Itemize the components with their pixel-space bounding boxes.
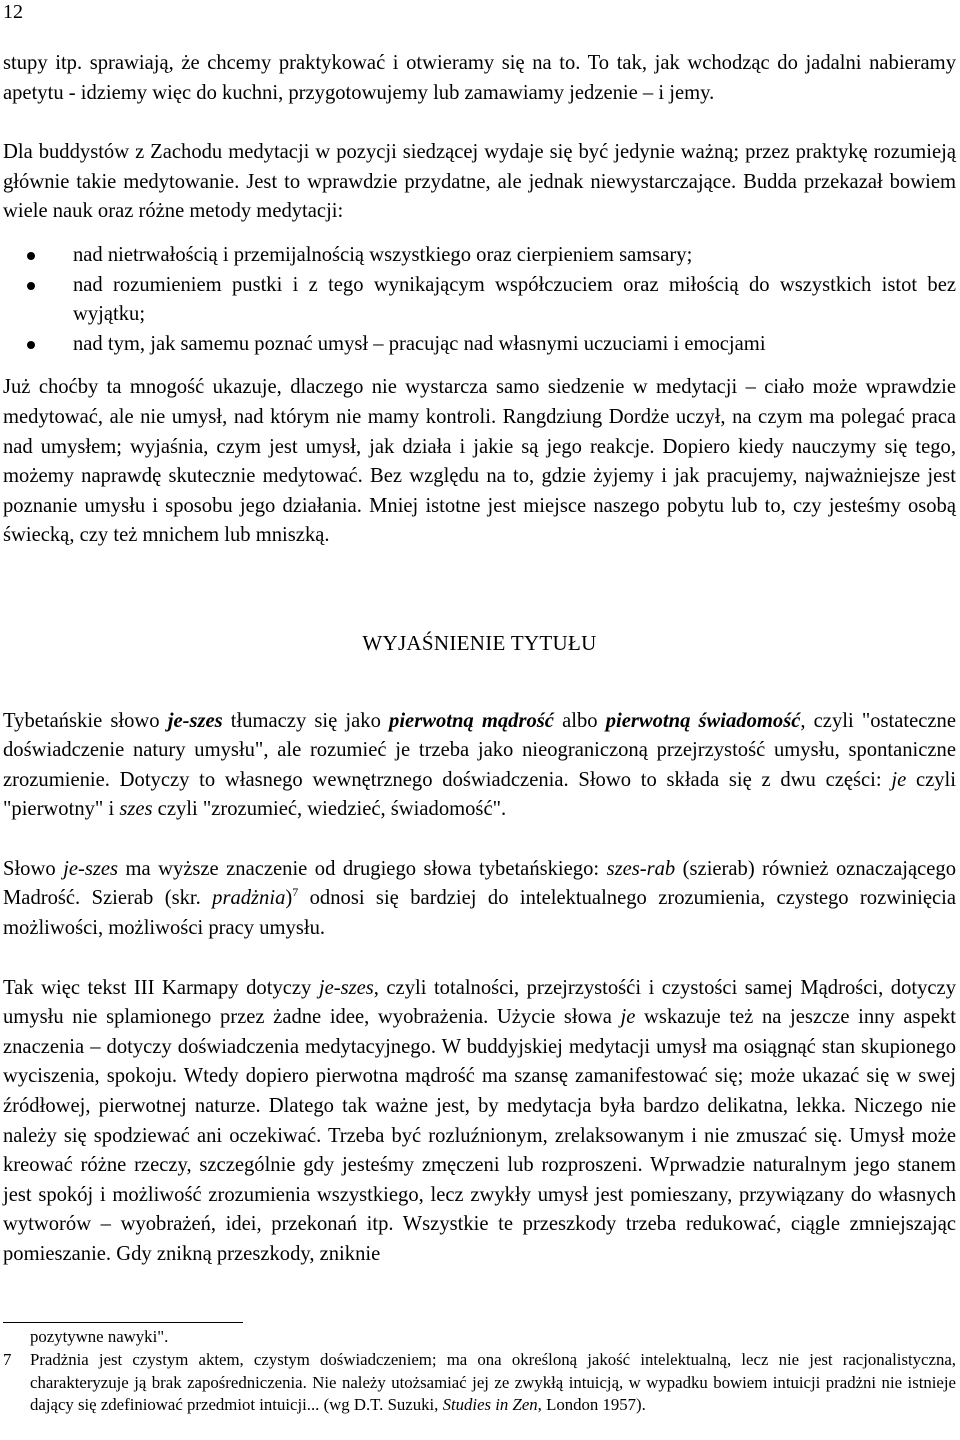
text-run: odnosi się bardziej do intelektualnego zrozumienia, czystego rozwinięcia możliwości, możliwości pracy umysłu. — [3, 887, 956, 940]
text-run: czyli "zrozumieć, wiedzieć, świadomość". — [152, 798, 507, 821]
term-italic: je — [891, 768, 907, 791]
paragraph-intro-1: stupy itp. sprawiają, że chcemy praktykować i otwieramy się na to. To tak, jak wchodząc do jadalni nabieramy apetytu - idziemy więc do kuchni, przygotowujemy lub zamawiamy jedzenie – i jemy. — [3, 52, 956, 104]
main-text — [3, 49, 956, 1270]
term-bold-italic: pierwotną mądrość — [389, 709, 554, 732]
term-italic: je — [620, 1006, 636, 1029]
footnote-separator — [3, 1322, 243, 1323]
text-run: Pradżnia jest czystym aktem, czystym doświadczeniem; ma ona określoną jakość intelektualną, lecz nie jest racjonalistyczna, charakteryzuje ją brak zapośredniczenia. Nie należy utożsamiać jej ze zwykłą intuicją, w wypadku bowiem intuicji pradżni nie istnieje dający się zdefiniować przedmiot intuicji... (wg D.T. Suzuki, — [30, 1349, 956, 1415]
paragraph-section-2 — [3, 855, 956, 944]
text-run: , London 1957). — [537, 1395, 646, 1415]
term-italic: je-szes — [63, 857, 119, 880]
list-item: nad tym, jak samemu poznać umysł – pracując nad własnymi uczuciami i emocjami — [3, 330, 956, 360]
footnote-number: 7 — [3, 1349, 12, 1369]
text-run: tłumaczy się jako — [222, 709, 390, 732]
text-run: , czyli totalności, przejrzystośći i czystości samej Mądrości, dotyczy umysłu nie splamionego przez żadne idee, wyobrażenia. Użycie słowa — [3, 976, 956, 1029]
paragraph-intro-3: Już choćby ta mnogość ukazuje, dlaczego nie wystarcza samo siedzenie w medytacji – ciało może wprawdzie medytować, ale nie umysł, nad którym nie mamy kontroli. Rangdziung Dordże uczył, na czym ma polegać praca nad umysłem; wyjaśnia, czym jest umysł, jak działa i jakie są jego reakcje. Dopiero kiedy nauczymy się tego, możemy naprawdę skutecznie medytować. Bez względu na to, gdzie żyjemy i jak pracujemy, najważniejsze jest poznanie umysłu i sposobu jego działania. Mniej istotne jest miejsce naszego pobytu lub to, czy jesteśmy osobą świecką, czy też mnichem lub mniszką. — [3, 376, 956, 547]
text-run: Słowo — [3, 857, 64, 880]
text-run: albo — [553, 709, 606, 732]
text-run: , czyli "ostateczne doświadczenie natury umysłu", ale rozumieć je trzeba jako nieograniczoną przejrzystość umysłu, spontaniczne zrozumienie. Dotyczy to własnego wewnętrznego doświadczenia. Słowo to składa się z dwu części: — [3, 709, 956, 791]
footnote-7 — [3, 1349, 956, 1417]
term-bold-italic: je-szes — [167, 709, 223, 732]
footnote-reference[interactable]: 7 — [292, 885, 299, 900]
paragraph-section-1 — [3, 707, 956, 825]
meditation-methods-list — [3, 241, 956, 359]
term-italic: szes-rab — [606, 857, 676, 880]
paragraph-section-3 — [3, 974, 956, 1270]
term-bold-italic: pierwotną świadomość — [605, 709, 801, 732]
text-run: Tak więc tekst III Karmapy dotyczy — [3, 976, 319, 999]
text-run: Tybetańskie słowo — [3, 709, 168, 732]
text-run: wskazuje też na jeszcze inny aspekt znaczenia – dotyczy doświadczenia medytacyjnego. W buddyjskiej medytacji umysł ma osiągnąć stan skupionego wyciszenia, spokoju. Wtedy dopiero pierwotna mądrość ma szansę zamanifestować się; może ukazać się w swej źródłowej, pierwotnej naturze. Dlatego tak ważne jest, by medytacja była bardzo delikatna, lekka. Niczego nie należy się spodziewać ani oczekiwać. Trzeba być rozluźnionym, zrelaksowanym i nie zmuszać się. Umysł może kreować różne rzeczy, szczególnie gdy jesteśmy zmęczeni lub rozproszeni. Wprwadzie naturalnym jego stanem jest spokój i możliwość zrozumienia wszystkiego, lecz zwykły umysł jest pomieszany, przywiązany do własnych wytworów – wyobrażeń, idei, przekonań itp. Wszystkie te przeszkody trzeba redukować, ciągle zmniejszając pomieszanie. Gdy znikną przeszkody, zniknie — [3, 1006, 956, 1265]
list-item: nad rozumieniem pustki i z tego wynikającym współczuciem oraz miłością do wszystkich istot bez wyjątku; — [3, 271, 956, 330]
footnotes — [3, 1326, 956, 1417]
paragraph-intro-2: Dla buddystów z Zachodu medytacji w pozycji siedzącej wydaje się być jedynie ważną; przez praktykę rozumieją głównie takie medytowanie. Jest to wprawdzie przydatne, ale jednak niewystarczające. Budda przekazał bowiem wiele nauk oraz różne metody medytacji: — [3, 141, 956, 223]
text-run: (szierab) również oznaczającego Madrość. Szierab (skr. — [3, 857, 956, 910]
text-run: ma wyższe znaczenie od drugiego słowa tybetańskiego: — [118, 857, 607, 880]
page-number: 12 — [3, 1, 23, 23]
term-italic: szes — [119, 798, 153, 821]
list-item: nad nietrwałością i przemijalnością wszystkiego oraz cierpieniem samsary; — [3, 241, 956, 271]
text-run: ) — [285, 887, 293, 910]
book-title-italic: Studies in Zen — [442, 1395, 538, 1415]
term-italic: je-szes — [318, 976, 374, 999]
section-heading: WYJAŚNIENIE TYTUŁU — [362, 630, 597, 655]
term-italic: pradżnia — [212, 887, 286, 910]
text-run: czyli "pierwotny" i — [3, 768, 956, 821]
footnote-continuation: pozytywne nawyki". — [30, 1327, 169, 1346]
